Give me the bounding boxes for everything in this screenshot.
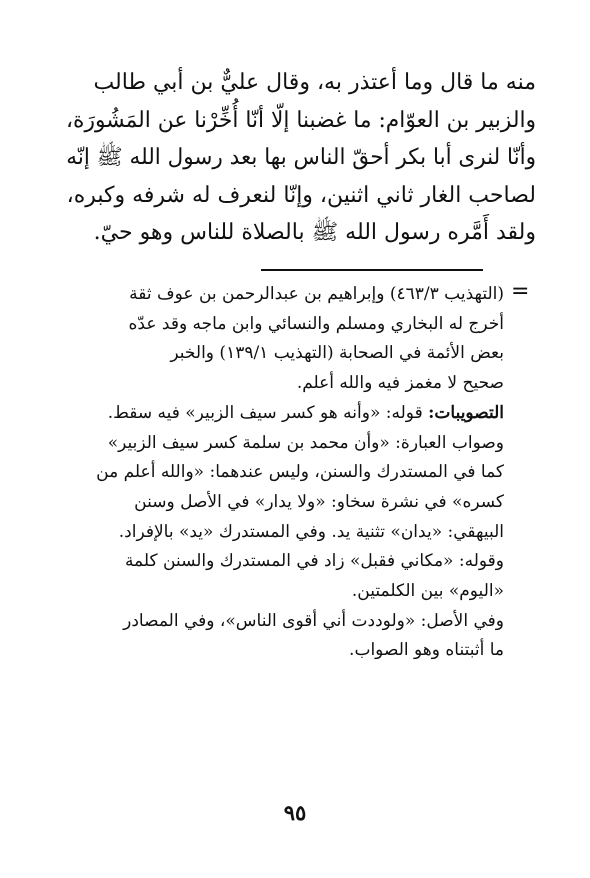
corrections-line: وفي الأصل: «ولوددت أني أقوى الناس»، وفي المصادر [123,610,504,631]
footnote-line: بعض الأئمة في الصحابة (التهذيب ١٣٩/١) والخبر [170,343,504,364]
main-body-text [66,64,536,252]
main-text-line: ولقد أَمَّره رسول الله ﷺ بالصلاة للناس وهو حيّ. [93,220,536,245]
main-text-line: لصاحب الغار ثاني اثنين، وإنّا لنعرف له شرفه وكبره، [66,182,536,208]
footnote-block [64,280,504,666]
corrections-line: كسره» في نشرة سخاو: «ولا يدار» في الأصل وسنن [134,491,504,512]
corrections-line: البيهقي: «يدان» تثنية يد. وفي المستدرك «يد» بالإفراد. [118,521,504,542]
corrections-heading: التصويبات: [428,402,504,423]
corrections-line: كما في المستدرك والسنن، وليس عندهما: «والله أعلم من [96,462,504,483]
footnote-line: (التهذيب ٤٦٣/٣) وإبراهيم بن عبدالرحمن بن عوف ثقة [129,284,504,304]
main-text-line: منه ما قال وما أعتذر به، وقال عليٌّ بن أبي طالب [93,70,536,95]
main-text-line: وأنّا لنرى أبا بكر أحقّ الناس بها بعد رسول الله ﷺ إنّه [66,145,536,170]
main-text-line: والزبير بن العوّام: ما غضبنا إلّا أنّا أُخِّرْنا عن المَشُورَة، [66,107,536,133]
corrections-first-line [64,399,504,429]
page-number: ٩٥ [283,800,307,825]
corrections-first-line-text: قوله: «وأنه هو كسر سيف الزبير» فيه سقط. [107,402,429,423]
footnote-separator-rule [261,269,483,271]
footnote-continuation-marker: = [511,279,530,304]
corrections-line: ما أثبتناه وهو الصواب. [349,640,504,661]
footnote-line: أخرج له البخاري ومسلم والنسائي وابن ماجه وقد عدّه [128,313,504,334]
corrections-line: «اليوم» بين الكلمتين. [351,581,504,602]
corrections-line: وقوله: «مكاني فقبل» زاد في المستدرك والسنن كلمة [124,551,504,572]
footnote-line: صحيح لا مغمز فيه والله أعلم. [296,373,504,394]
corrections-line: وصواب العبارة: «وأن محمد بن سلمة كسر سيف الزبير» [107,432,504,453]
